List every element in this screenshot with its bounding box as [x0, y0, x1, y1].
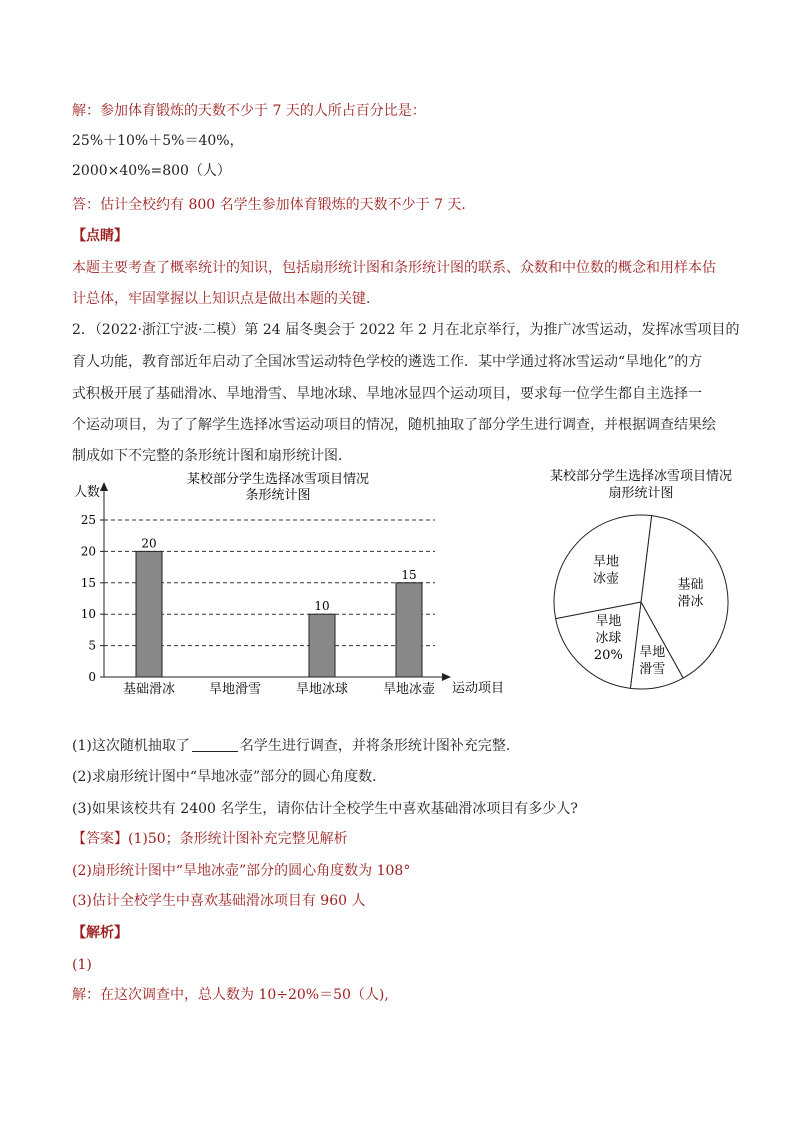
y-tick-label: 5: [88, 638, 96, 653]
pie-slice-label: 旱地: [639, 645, 666, 661]
y-axis-label: 人数: [74, 485, 101, 500]
pie-slice-label: 20%: [593, 647, 623, 663]
question-2: (2)求扇形统计图中“旱地冰壶”部分的圆心角度数．: [72, 769, 387, 785]
x-axis-arrow: [442, 673, 451, 681]
problem-line-4: 个运动项目，为了了解学生选择冰雪运动项目的情况，随机抽取了部分学生进行调查，并根据调查结果绘: [72, 417, 716, 433]
analysis-header: 【解析】: [72, 925, 128, 941]
x-axis-label: 运动项目: [452, 681, 505, 696]
solution-equation-1: 25%＋10%＋5%＝40%，: [72, 133, 244, 149]
pie-slice-label: 冰壶: [592, 571, 620, 587]
bar: [396, 583, 422, 677]
problem-line-2: 育人功能，教育部近年启动了全国冰雪运动特色学校的遴选工作．某中学通过将冰雪运动“旱地化”的方: [72, 354, 703, 370]
x-tick-label: 基础滑冰: [122, 682, 176, 697]
y-tick-label: 0: [88, 670, 96, 684]
answer-blank[interactable]: [192, 737, 238, 752]
x-tick-label: 旱地冰球: [295, 682, 349, 697]
bar-chart: [60, 466, 530, 706]
pie-slice-label: 冰球: [595, 630, 622, 646]
comment-line-1: 本题主要考查了概率统计的知识，包括扇形统计图和条形统计图的联系、众数和中位数的概念和用样本估: [72, 260, 716, 276]
analysis-part-1: (1): [72, 957, 92, 973]
pie-slice-label: 旱地: [595, 613, 622, 629]
x-tick-label: 旱地冰壶: [382, 682, 436, 697]
pie-slice-label: 滑雪: [639, 662, 666, 678]
question-1-end: 名学生进行调查，并将条形统计图补充完整．: [239, 738, 520, 754]
y-tick-label: 15: [80, 575, 96, 590]
y-tick-label: 20: [80, 544, 96, 559]
comment-header: 【点睛】: [72, 228, 128, 244]
question-3: (3)如果该校共有 2400 名学生，请你估计全校学生中喜欢基础滑冰项目有多少人?: [72, 801, 578, 817]
pie-slice-label: 滑冰: [677, 594, 704, 610]
question-1-start: (1)这次随机抽取了: [72, 738, 190, 754]
comment-line-2: 计总体，牢固掌握以上知识点是做出本题的关键．: [72, 291, 380, 307]
bar: [309, 614, 335, 677]
problem-line-5: 制成如下不完整的条形统计图和扇形统计图．: [72, 448, 352, 464]
bar-value-label: 15: [401, 567, 417, 582]
bar-value-label: 20: [141, 536, 157, 551]
y-tick-label: 10: [80, 607, 96, 622]
bar: [136, 551, 162, 677]
x-tick-label: 旱地滑雪: [208, 682, 262, 697]
bar-value-label: 10: [314, 599, 330, 614]
solution-answer: 答：估计全校约有 800 名学生参加体育锻炼的天数不少于 7 天．: [72, 197, 476, 213]
answer-line-1: 【答案】(1)50；条形统计图补充完整见解析: [72, 831, 348, 847]
bar-chart-title: 某校部分学生选择冰雪项目情况: [186, 472, 370, 487]
question-1: [72, 736, 520, 756]
pie-chart-title: 某校部分学生选择冰雪项目情况: [549, 469, 733, 484]
y-tick-label: 25: [80, 513, 96, 527]
pie-slice-label: 旱地: [592, 554, 620, 570]
pie-chart: [536, 466, 746, 711]
solution-equation-2: 2000×40%=800（人）: [72, 163, 231, 179]
answer-line-2: (2)扇形统计图中“旱地冰壶”部分的圆心角度数为 108°: [72, 863, 411, 879]
answer-line-3: (3)估计全校学生中喜欢基础滑冰项目有 960 人: [72, 893, 366, 909]
y-axis-arrow: [100, 482, 108, 491]
bar-chart-subtitle: 条形统计图: [245, 488, 311, 503]
problem-line-3: 式积极开展了基础滑冰、旱地滑雪、旱地冰球、旱地冰显四个运动项目，要求每一位学生都自主选择一: [72, 386, 702, 402]
problem-line-1: 2．（2022·浙江宁波·二模）第 24 届冬奥会于 2022 年 2 月在北京举行，为推广冰雪运动，发挥冰雪项目的: [72, 322, 740, 338]
analysis-line-1: 解：在这次调查中，总人数为 10÷20%＝50（人),: [72, 987, 389, 1003]
pie-slice-label: 基础: [677, 577, 704, 593]
solution-line-1: 解：参加体育锻炼的天数不少于 7 天的人所占百分比是：: [72, 103, 426, 119]
pie-chart-subtitle: 扇形统计图: [608, 486, 674, 501]
